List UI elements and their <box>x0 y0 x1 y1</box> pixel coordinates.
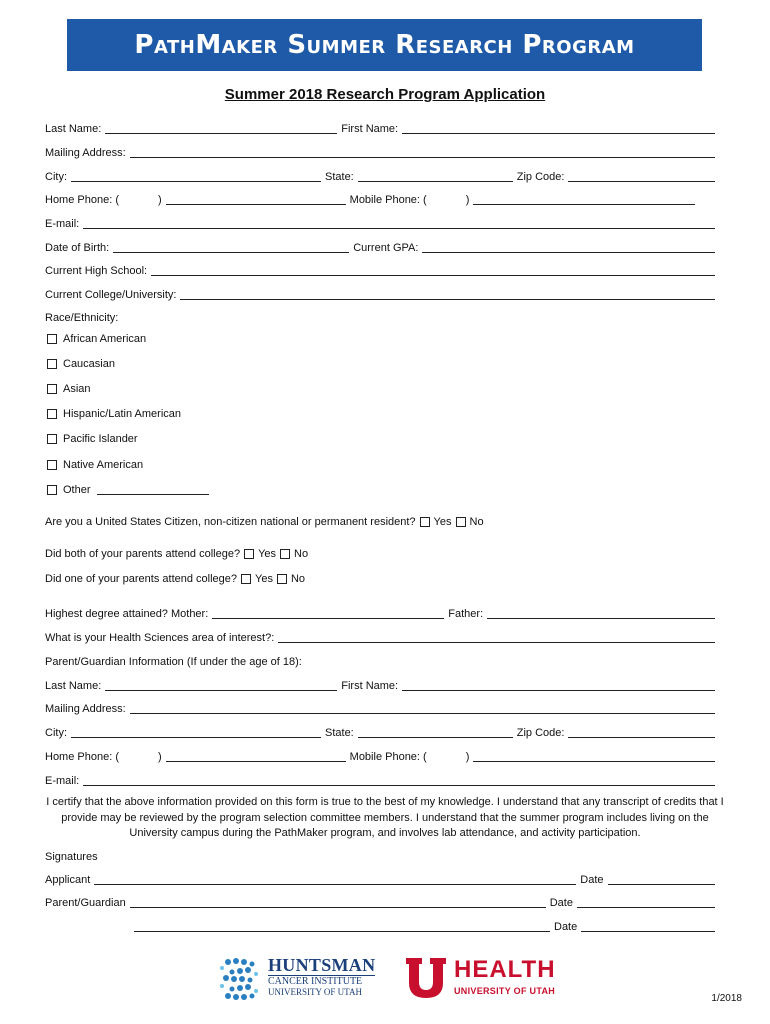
date-label: Date <box>554 921 578 933</box>
paren-close: ) <box>157 751 162 763</box>
college-row <box>45 285 715 301</box>
checkbox[interactable] <box>47 485 57 495</box>
home-phone-label: Home Phone: ( <box>45 194 119 206</box>
applicant-signature-field[interactable] <box>94 873 576 885</box>
certification-statement: I certify that the above information provided on this form is true to the best of my knowledge. I understand that any transcript of credits that I provide may be reviewed by the program selection committee members. I understand that the summer program includes living on the University campus during the PathMaker program, and involves lab attendance, and activity participation. <box>46 796 724 839</box>
parent-signature-row <box>45 893 715 909</box>
last-name-label: Last Name: <box>45 123 102 135</box>
checkbox[interactable] <box>47 409 57 419</box>
guardian-heading-row <box>45 652 715 668</box>
guardian-email-label: E-mail: <box>45 775 80 787</box>
guardian-mobile-phone-field[interactable] <box>473 750 715 762</box>
last-name-field[interactable] <box>105 122 337 134</box>
extra-date-field[interactable] <box>581 920 715 932</box>
guardian-state-label: State: <box>325 727 354 739</box>
zip-field[interactable] <box>568 170 715 182</box>
race-option[interactable] <box>45 381 91 397</box>
race-option-label: Native American <box>63 459 144 471</box>
form-title: Summer 2018 Research Program Application <box>224 86 546 103</box>
degree-father-label: Father: <box>448 608 484 620</box>
college-field[interactable] <box>180 288 715 300</box>
one-parent-yes-checkbox[interactable] <box>241 574 251 584</box>
mailing-row <box>45 143 715 159</box>
zip-label: Zip Code: <box>516 171 565 183</box>
block-u-icon <box>404 956 448 1000</box>
guardian-mailing-field[interactable] <box>130 702 715 714</box>
degree-mother-label: Highest degree attained? Mother: <box>45 608 209 620</box>
gpa-label: Current GPA: <box>353 242 419 254</box>
degree-mother-field[interactable] <box>212 607 444 619</box>
guardian-city-row <box>45 723 715 739</box>
degree-father-field[interactable] <box>487 607 715 619</box>
guardian-zip-label: Zip Code: <box>516 727 565 739</box>
guardian-zip-field[interactable] <box>568 726 715 738</box>
yes-label: Yes <box>433 516 452 528</box>
applicant-date-field[interactable] <box>608 873 715 885</box>
huntsman-logo <box>218 955 376 1002</box>
email-label: E-mail: <box>45 218 80 230</box>
dob-row <box>45 238 715 254</box>
state-field[interactable] <box>358 170 513 182</box>
other-race-field[interactable] <box>97 485 209 495</box>
signatures-heading: Signatures <box>45 851 98 863</box>
checkbox[interactable] <box>47 334 57 344</box>
race-option[interactable] <box>45 356 115 372</box>
first-name-field[interactable] <box>402 122 715 134</box>
citizen-question <box>45 514 484 530</box>
form-revision-code: 1/2018 <box>711 993 742 1004</box>
high-school-label: Current High School: <box>45 265 148 277</box>
city-field[interactable] <box>71 170 321 182</box>
both-parents-yes-checkbox[interactable] <box>244 549 254 559</box>
parent-signature-field[interactable] <box>130 896 546 908</box>
yes-label: Yes <box>258 548 277 560</box>
guardian-home-phone-field[interactable] <box>166 750 346 762</box>
paren-close: ) <box>465 194 470 206</box>
both-parents-label: Did both of your parents attend college? <box>45 548 241 560</box>
race-label: Race/Ethnicity: <box>45 312 119 324</box>
one-parent-question <box>45 571 305 587</box>
no-label: No <box>469 516 484 528</box>
race-option-label: Asian <box>63 383 91 395</box>
signatures-heading-row <box>45 847 715 863</box>
race-option-other[interactable] <box>45 482 209 498</box>
guardian-phone-row <box>45 747 715 763</box>
checkbox[interactable] <box>47 460 57 470</box>
high-school-row <box>45 261 715 277</box>
extra-signature-field[interactable] <box>134 920 550 932</box>
guardian-last-name-label: Last Name: <box>45 680 102 692</box>
guardian-mobile-phone-label: Mobile Phone: ( <box>349 751 427 763</box>
no-label: No <box>294 548 309 560</box>
race-option-label: Pacific Islander <box>63 433 138 445</box>
college-label: Current College/University: <box>45 289 177 301</box>
both-parents-no-checkbox[interactable] <box>280 549 290 559</box>
one-parent-no-checkbox[interactable] <box>277 574 287 584</box>
no-label: No <box>290 573 306 585</box>
parent-signature-label: Parent/Guardian <box>45 897 126 909</box>
uhealth-line-1: HEALTH <box>454 956 556 983</box>
interest-label: What is your Health Sciences area of interest?: <box>45 632 275 644</box>
checkbox[interactable] <box>47 359 57 369</box>
dob-label: Date of Birth: <box>45 242 110 254</box>
race-option[interactable] <box>45 406 181 422</box>
guardian-first-name-label: First Name: <box>341 680 399 692</box>
race-option[interactable] <box>45 457 143 473</box>
interest-row <box>45 628 715 644</box>
gpa-field[interactable] <box>422 241 715 253</box>
state-label: State: <box>325 171 354 183</box>
city-row <box>45 167 715 183</box>
guardian-name-row <box>45 676 715 692</box>
yes-label: Yes <box>255 573 273 585</box>
guardian-city-field[interactable] <box>71 726 321 738</box>
huntsman-wordmark <box>268 956 375 998</box>
date-label: Date <box>549 897 573 909</box>
race-option-label: Other <box>63 484 91 496</box>
huntsman-line-2: CANCER INSTITUTE <box>268 975 375 987</box>
mailing-field[interactable] <box>130 146 715 158</box>
checkbox[interactable] <box>47 434 57 444</box>
phone-row <box>45 190 715 206</box>
dna-helix-icon <box>218 956 264 1002</box>
guardian-email-row <box>45 771 715 787</box>
interest-field[interactable] <box>278 631 715 643</box>
footer-logos <box>0 952 770 1002</box>
both-parents-question <box>45 546 308 562</box>
extra-signature-row <box>134 917 715 933</box>
paren-close: ) <box>465 751 470 763</box>
email-row <box>45 214 715 230</box>
name-row <box>45 119 715 135</box>
home-phone-field[interactable] <box>166 193 346 205</box>
race-option-label: Caucasian <box>63 358 115 370</box>
huntsman-line-1: HUNTSMAN <box>268 955 376 975</box>
guardian-first-name-field[interactable] <box>402 679 715 691</box>
high-school-field[interactable] <box>151 264 715 276</box>
guardian-heading: Parent/Guardian Information (If under the age of 18): <box>45 656 302 668</box>
one-parent-label: Did one of your parents attend college? <box>45 573 238 585</box>
mailing-label: Mailing Address: <box>45 147 126 159</box>
citizen-yes-checkbox[interactable] <box>420 517 430 527</box>
guardian-mailing-row <box>45 699 715 715</box>
uhealth-line-2: UNIVERSITY OF UTAH <box>454 986 556 996</box>
race-option-label: Hispanic/Latin American <box>63 408 182 420</box>
huntsman-line-3: UNIVERSITY OF UTAH <box>268 987 362 997</box>
guardian-last-name-field[interactable] <box>105 679 337 691</box>
citizen-no-checkbox[interactable] <box>456 517 466 527</box>
race-option[interactable] <box>45 431 138 447</box>
date-label: Date <box>580 874 604 886</box>
guardian-mailing-label: Mailing Address: <box>45 703 126 715</box>
degree-row <box>45 604 715 620</box>
paren-close: ) <box>157 194 162 206</box>
program-banner <box>67 19 702 71</box>
checkbox[interactable] <box>47 384 57 394</box>
mobile-phone-field[interactable] <box>473 193 695 205</box>
parent-date-field[interactable] <box>577 896 715 908</box>
race-option-label: African American <box>63 333 147 345</box>
guardian-city-label: City: <box>45 727 67 739</box>
email-field[interactable] <box>83 217 715 229</box>
race-heading-row <box>45 308 715 324</box>
first-name-label: First Name: <box>341 123 399 135</box>
mobile-phone-label: Mobile Phone: ( <box>349 194 427 206</box>
applicant-signature-row <box>45 870 715 886</box>
university-health-logo <box>404 956 564 1002</box>
citizen-label: Are you a United States Citizen, non-citizen national or permanent resident? <box>45 516 416 528</box>
dob-field[interactable] <box>113 241 349 253</box>
guardian-state-field[interactable] <box>358 726 513 738</box>
guardian-home-phone-label: Home Phone: ( <box>45 751 119 763</box>
applicant-signature-label: Applicant <box>45 874 91 886</box>
city-label: City: <box>45 171 67 183</box>
guardian-email-field[interactable] <box>83 774 715 786</box>
banner-text: PathMaker Summer Research Program <box>134 30 635 60</box>
race-option[interactable] <box>45 331 146 347</box>
